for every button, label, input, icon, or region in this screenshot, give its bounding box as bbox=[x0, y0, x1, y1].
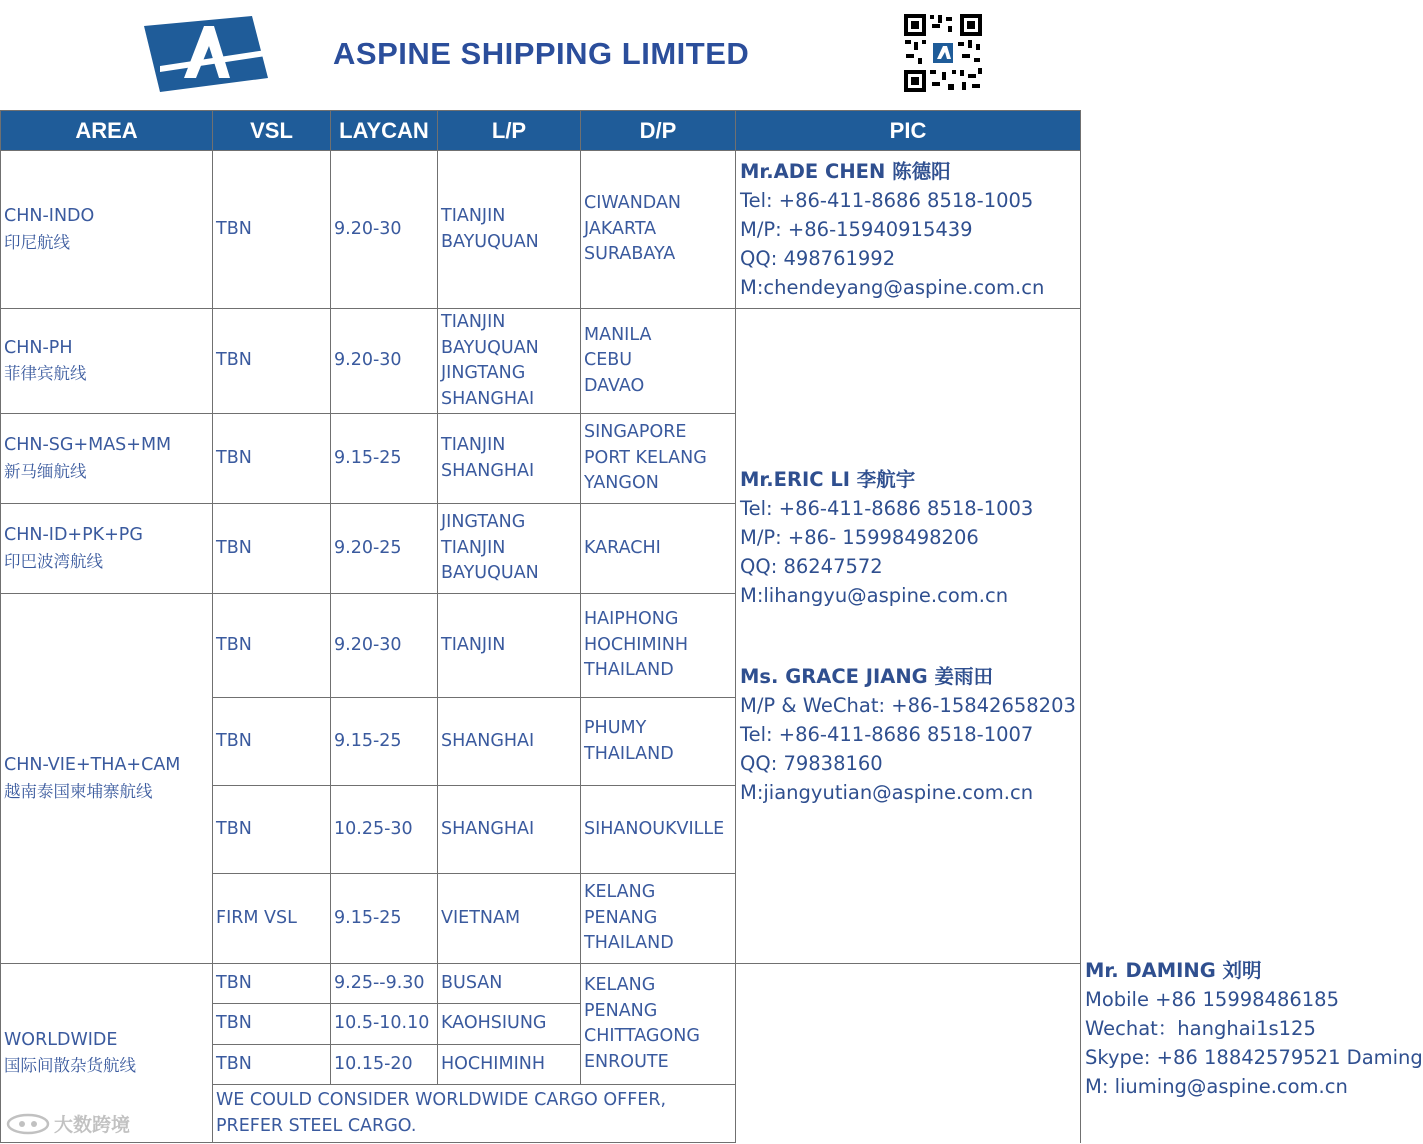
pic-contact-block bbox=[740, 662, 1080, 807]
company-name: ASPINE SHIPPING LIMITED bbox=[333, 36, 750, 71]
column-header-vsl: VSL bbox=[213, 111, 331, 151]
aspine-logo-icon bbox=[140, 12, 270, 96]
area-name: CHN-ID+PK+PG bbox=[4, 525, 143, 545]
port-name: CHITTAGONG bbox=[584, 1026, 700, 1046]
pic-contact-line: Tel: +86-411-8686 8518-1003 bbox=[740, 497, 1034, 520]
port-name: DAVAO bbox=[584, 375, 645, 396]
table-row bbox=[1, 151, 1081, 309]
port-name: YANGON bbox=[584, 473, 659, 494]
vsl-cell: TBN bbox=[213, 964, 331, 1004]
lp-cell bbox=[438, 964, 581, 1004]
port-name: SINGAPORE bbox=[584, 422, 687, 443]
vsl-cell: TBN bbox=[213, 786, 331, 874]
pic-contact-name: Mr.ADE CHEN 陈德阳 bbox=[740, 160, 951, 183]
port-name: SHANGHAI bbox=[441, 388, 535, 409]
port-name: PENANG bbox=[584, 907, 658, 928]
pic-contact-name: Ms. GRACE JIANG 姜雨田 bbox=[740, 665, 993, 688]
pic-contact-line: QQ: 86247572 bbox=[740, 555, 883, 578]
dp-cell bbox=[581, 964, 736, 1085]
vsl-cell: TBN bbox=[213, 1045, 331, 1085]
port-name: THAILAND bbox=[584, 660, 674, 681]
port-name: MANILA bbox=[584, 324, 652, 345]
laycan-cell: 9.20-30 bbox=[331, 151, 438, 309]
lp-cell bbox=[438, 1045, 581, 1085]
area-name: CHN-VIE+THA+CAM bbox=[4, 755, 181, 775]
port-name: CEBU bbox=[584, 350, 633, 371]
area-cell bbox=[1, 414, 213, 504]
port-name: BAYUQUAN bbox=[441, 563, 539, 584]
port-name: HAIPHONG bbox=[584, 609, 679, 630]
port-name: BAYUQUAN bbox=[441, 337, 539, 358]
port-name: BAYUQUAN bbox=[441, 231, 539, 252]
lp-cell bbox=[438, 1004, 581, 1045]
port-name: THAILAND bbox=[584, 743, 674, 764]
port-name: SHANGHAI bbox=[441, 460, 535, 481]
port-name: TIANJIN bbox=[441, 634, 506, 655]
lp-cell bbox=[438, 151, 581, 309]
table-row bbox=[1, 964, 1081, 1004]
area-name: WORLDWIDE bbox=[4, 1029, 118, 1050]
column-header-laycan: LAYCAN bbox=[331, 111, 438, 151]
dp-cell bbox=[581, 786, 736, 874]
laycan-cell: 10.15-20 bbox=[331, 1045, 438, 1085]
watermark bbox=[6, 1110, 130, 1137]
area-name-cn: 新马缅航线 bbox=[4, 461, 87, 481]
port-name: TIANJIN bbox=[441, 537, 506, 558]
port-name: KAOHSIUNG bbox=[441, 1013, 547, 1034]
pic-contact-line: QQ: 79838160 bbox=[740, 752, 883, 775]
qr-code-icon bbox=[902, 12, 984, 94]
pic-contact-line: M/P: +86-15940915439 bbox=[740, 218, 973, 241]
laycan-cell: 9.15-25 bbox=[331, 414, 438, 504]
column-header-area: AREA bbox=[1, 111, 213, 151]
pic-contact-line: Tel: +86-411-8686 8518-1005 bbox=[740, 189, 1034, 212]
port-name: HOCHIMINH bbox=[584, 634, 688, 655]
lp-cell bbox=[438, 874, 581, 964]
port-name: JAKARTA bbox=[584, 218, 657, 239]
laycan-cell: 9.20-25 bbox=[331, 504, 438, 594]
port-name: ENROUTE bbox=[584, 1051, 669, 1072]
port-name: KARACHI bbox=[584, 537, 661, 558]
port-name: THAILAND bbox=[584, 933, 674, 954]
vsl-cell: TBN bbox=[213, 504, 331, 594]
vsl-cell: TBN bbox=[213, 1004, 331, 1045]
area-cell bbox=[1, 594, 213, 964]
port-name: SURABAYA bbox=[584, 244, 676, 265]
area-cell bbox=[1, 151, 213, 309]
area-name-cn: 菲律宾航线 bbox=[4, 364, 87, 383]
pic-contact-line: Tel: +86-411-8686 8518-1007 bbox=[740, 723, 1034, 746]
port-name: VIETNAM bbox=[441, 907, 521, 928]
column-header-lp: L/P bbox=[438, 111, 581, 151]
pic-contact-line: QQ: 498761992 bbox=[740, 247, 896, 270]
vsl-cell: TBN bbox=[213, 698, 331, 786]
dp-cell bbox=[581, 414, 736, 504]
vsl-cell: TBN bbox=[213, 151, 331, 309]
port-name: CIWANDAN bbox=[584, 193, 682, 214]
lp-cell bbox=[438, 698, 581, 786]
port-name: TIANJIN bbox=[441, 435, 506, 455]
pic-contact-line: M:chendeyang@aspine.com.cn bbox=[740, 276, 1045, 299]
port-name: PHUMY bbox=[584, 718, 647, 738]
port-name: KELANG bbox=[584, 882, 656, 903]
vsl-cell: TBN bbox=[213, 594, 331, 698]
laycan-cell: 10.25-30 bbox=[331, 786, 438, 874]
laycan-cell: 9.15-25 bbox=[331, 874, 438, 964]
worldwide-note: WE COULD CONSIDER WORLDWIDE CARGO OFFER, PREFER STEEL CARGO. bbox=[213, 1085, 736, 1143]
pic-contact-line: M/P & WeChat: +86-15842658203 bbox=[740, 694, 1076, 717]
port-name: PORT KELANG bbox=[584, 447, 707, 468]
area-cell bbox=[1, 309, 213, 414]
watermark-text: 大数跨境 bbox=[54, 1114, 131, 1136]
laycan-cell: 9.20-30 bbox=[331, 594, 438, 698]
pic-contact-name: Mr.ERIC LI 李航宇 bbox=[740, 468, 916, 491]
port-name: PENANG bbox=[584, 1000, 658, 1021]
pic-contact-block bbox=[740, 465, 1080, 610]
vsl-cell: TBN bbox=[213, 309, 331, 414]
pic-contact-line: M:jiangyutian@aspine.com.cn bbox=[740, 781, 1034, 804]
area-cell bbox=[1, 504, 213, 594]
table-row: FIRM VSL 9.15-25 VIETNAM KELANG PENANG THAILAND Mr. DAMING 刘明 Mobile +86 15998486185 Wechat：hanghai1s125 Skype: +86 18842579521 Daming M: liuming@aspine.com.cn bbox=[1, 874, 1081, 964]
port-name: KELANG bbox=[584, 975, 656, 995]
port-name: HOCHIMINH bbox=[441, 1053, 545, 1074]
laycan-cell: 9.20-30 bbox=[331, 309, 438, 414]
page-header bbox=[0, 0, 1080, 110]
shipping-schedule-table bbox=[0, 110, 1423, 1143]
column-header-dp: D/P bbox=[581, 111, 736, 151]
laycan-cell: 9.15-25 bbox=[331, 698, 438, 786]
dp-cell bbox=[581, 504, 736, 594]
area-name-cn: 国际间散杂货航线 bbox=[4, 1056, 136, 1075]
lp-cell bbox=[438, 786, 581, 874]
lp-cell bbox=[438, 414, 581, 504]
port-name: SHANGHAI bbox=[441, 730, 535, 751]
column-header-pic: PIC bbox=[736, 111, 1081, 151]
pic-contact-line: M/P: +86- 15998498206 bbox=[740, 526, 979, 549]
area-name-cn: 越南泰国柬埔寨航线 bbox=[4, 781, 153, 801]
table-header-row bbox=[1, 111, 1081, 151]
vsl-cell: TBN bbox=[213, 414, 331, 504]
area-name-cn: 印巴波湾航线 bbox=[4, 551, 103, 571]
laycan-cell: 9.25--9.30 bbox=[331, 964, 438, 1004]
dp-cell bbox=[581, 309, 736, 414]
dp-cell bbox=[581, 698, 736, 786]
port-name: JINGTANG bbox=[441, 363, 526, 383]
port-name: JINGTANG bbox=[441, 512, 526, 533]
port-name: BUSAN bbox=[441, 972, 503, 993]
area-name-cn: 印尼航线 bbox=[4, 232, 70, 252]
dp-cell bbox=[581, 151, 736, 309]
dp-cell bbox=[581, 874, 736, 964]
pic-contact-line: M:lihangyu@aspine.com.cn bbox=[740, 584, 1009, 607]
vsl-cell: FIRM VSL bbox=[213, 874, 331, 964]
lp-cell bbox=[438, 504, 581, 594]
dp-cell bbox=[581, 594, 736, 698]
lp-cell bbox=[438, 594, 581, 698]
port-name: SIHANOUKVILLE bbox=[584, 818, 725, 839]
port-name: SHANGHAI bbox=[441, 818, 535, 839]
watermark-logo-icon bbox=[6, 1113, 50, 1135]
area-name: CHN-SG+MAS+MM bbox=[4, 435, 172, 455]
area-name: CHN-INDO bbox=[4, 206, 95, 226]
pic-cell bbox=[736, 309, 1081, 964]
port-name: TIANJIN bbox=[441, 206, 506, 226]
area-name: CHN-PH bbox=[4, 337, 73, 358]
laycan-cell: 10.5-10.10 bbox=[331, 1004, 438, 1045]
table-row bbox=[1, 309, 1081, 414]
lp-cell bbox=[438, 309, 581, 414]
pic-cell bbox=[736, 151, 1081, 309]
port-name: TIANJIN bbox=[441, 312, 506, 332]
